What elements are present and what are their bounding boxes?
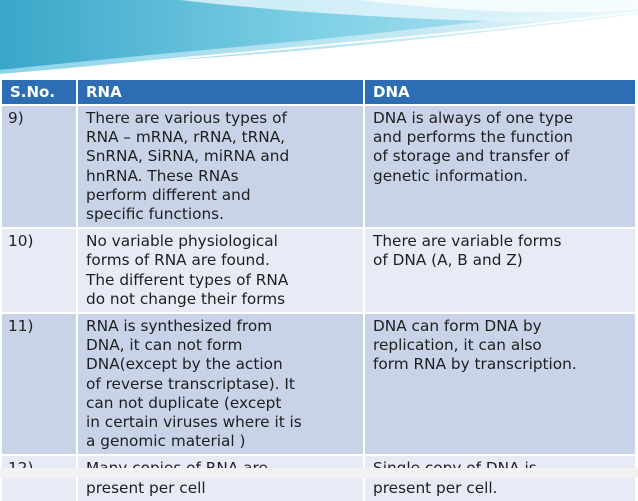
rna-cell [77, 105, 364, 228]
cell-line: RNA – mRNA, rRNA, tRNA, [86, 128, 286, 147]
cell-line: RNA is synthesized from [86, 317, 273, 336]
cell-line: DNA can form DNA by [373, 317, 542, 336]
dna-cell [364, 228, 635, 313]
table-row [2, 105, 635, 228]
cell-line: DNA is always of one type [373, 109, 574, 127]
cell-line: forms of RNA are found. [86, 251, 270, 270]
cell-line: of reverse transcriptase). It [86, 374, 295, 393]
rna-dna-comparison-table [2, 80, 635, 501]
table-row [2, 313, 635, 455]
cell-line: can not duplicate (except [86, 393, 282, 412]
cell-line: There are variable forms [373, 232, 562, 251]
cell-line: specific functions. [86, 205, 224, 224]
cell-line: DNA, it can not form [86, 336, 243, 355]
cell-line: perform different and [86, 185, 251, 204]
cell-line: No variable physiological [86, 232, 278, 251]
cell-line: and performs the function [373, 128, 574, 147]
cell-line: of storage and transfer of [373, 147, 570, 166]
table-row [2, 228, 635, 313]
cell-line: There are various types of [86, 109, 287, 127]
header-wave-decoration [0, 0, 638, 80]
cell-line: The different types of RNA [86, 270, 289, 289]
cell-line: a genomic material ) [86, 432, 246, 451]
dna-cell [364, 455, 635, 500]
cell-line: do not change their forms [86, 289, 286, 308]
row-serial-number [2, 455, 77, 500]
header-rna: RNA [77, 80, 364, 105]
cell-line: replication, it can also [373, 336, 542, 355]
cell-line: DNA(except by the action [86, 355, 283, 374]
row-serial-number: 10) [2, 228, 77, 313]
cell-line: of DNA (A, B and Z) [373, 251, 523, 270]
cell-line: present per cell [86, 478, 206, 497]
cell-line: present per cell. [373, 478, 498, 497]
table-row [2, 455, 635, 500]
row-serial-number: 11) [2, 313, 77, 455]
cell-line: form RNA by transcription. [373, 355, 577, 374]
header-dna: DNA [364, 80, 635, 105]
dna-cell [364, 105, 635, 228]
rna-cell [77, 313, 364, 455]
table-header-row [2, 80, 635, 105]
cell-line: in certain viruses where it is [86, 413, 302, 432]
cell-line: genetic information. [373, 166, 528, 185]
bottom-strip [0, 468, 638, 478]
rna-cell [77, 228, 364, 313]
cell-line: SnRNA, SiRNA, miRNA and [86, 147, 290, 166]
cell-line: hnRNA. These RNAs [86, 166, 239, 185]
dna-cell [364, 313, 635, 455]
header-sno: S.No. [2, 80, 77, 105]
rna-cell [77, 455, 364, 500]
row-serial-number: 9) [2, 105, 77, 228]
comparison-table-container [2, 80, 635, 497]
